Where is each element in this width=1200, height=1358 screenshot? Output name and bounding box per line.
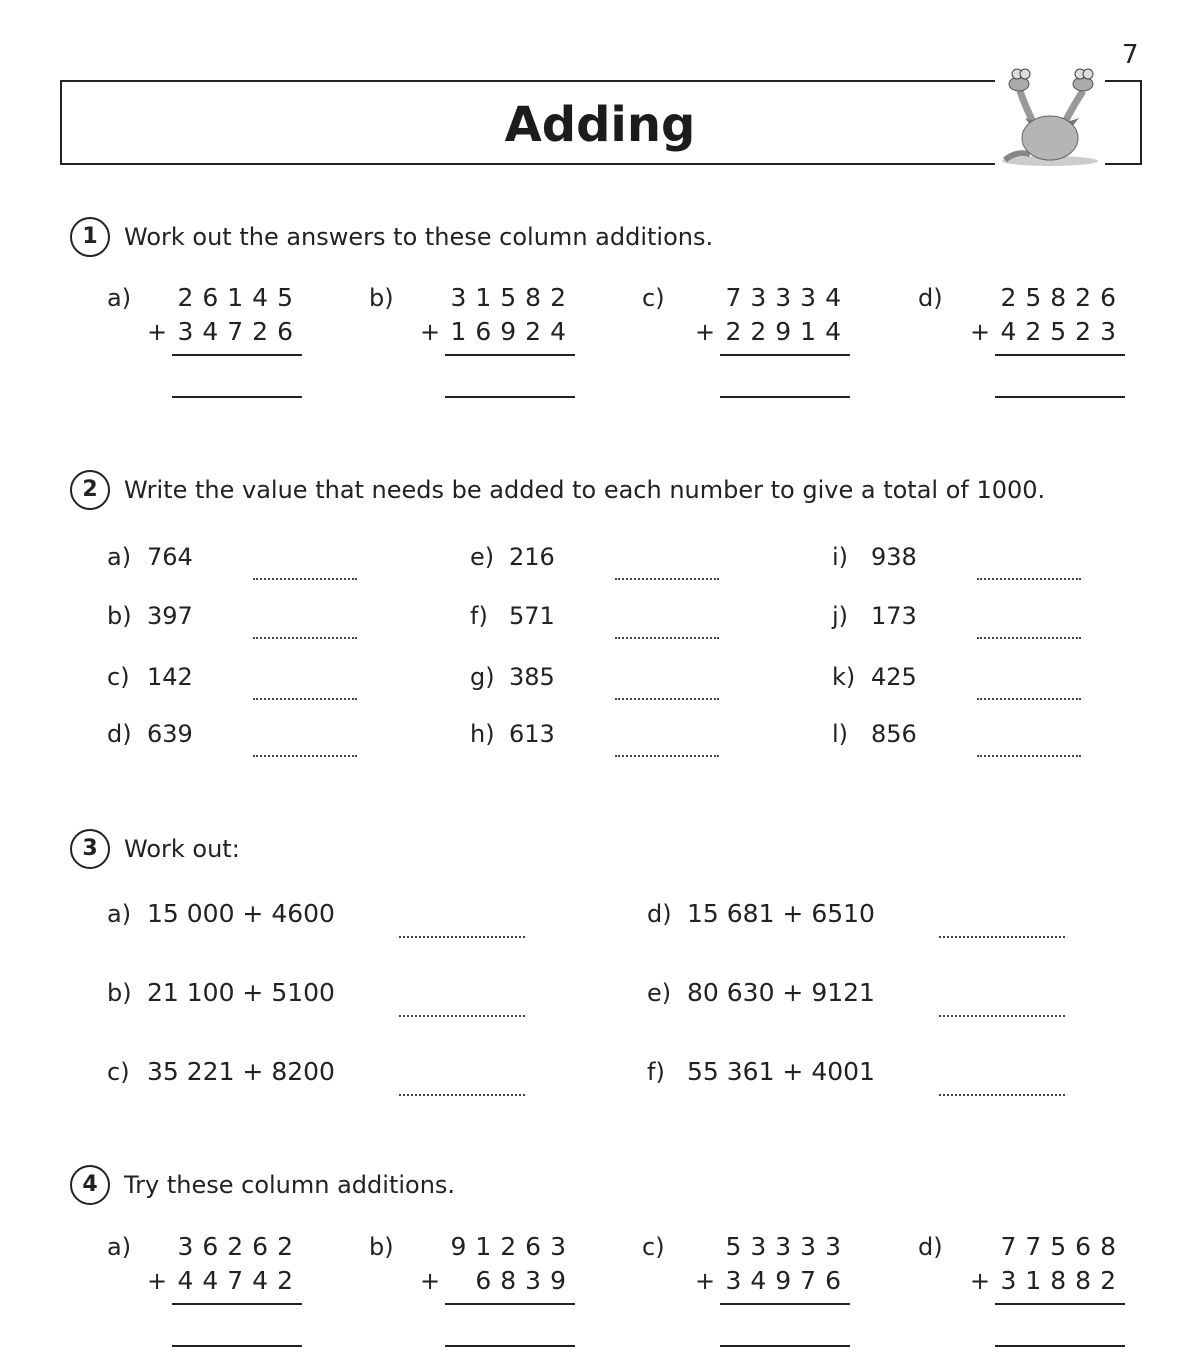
addend-bottom: 16924 [450, 317, 575, 346]
answer-dotted-line[interactable] [615, 637, 719, 639]
item-label: b) [107, 602, 132, 630]
item-number: 639 [147, 720, 193, 748]
question-instruction: Try these column additions. [124, 1171, 456, 1199]
addend-top: 91263 [450, 1232, 575, 1261]
item-expression: 15 000 + 4600 [147, 899, 335, 928]
answer-dotted-line[interactable] [399, 1015, 525, 1017]
item-number: 938 [871, 543, 917, 571]
answer-line[interactable] [720, 1345, 850, 1347]
item-label: a) [107, 284, 132, 312]
question-instruction: Work out the answers to these column additions. [124, 223, 714, 251]
item-expression: 55 361 + 4001 [687, 1057, 875, 1086]
answer-line[interactable] [445, 396, 575, 398]
answer-dotted-line[interactable] [939, 936, 1065, 938]
question-number-badge: 1 [70, 217, 110, 257]
item-number: 397 [147, 602, 193, 630]
addend-top: 26145 [177, 283, 302, 312]
addend-bottom: 44742 [177, 1266, 302, 1295]
item-label: c) [107, 1058, 130, 1086]
addend-top: 36262 [177, 1232, 302, 1261]
item-expression: 21 100 + 5100 [147, 978, 335, 1007]
item-label: j) [832, 602, 849, 630]
addend-top: 31582 [450, 283, 575, 312]
answer-line[interactable] [172, 1345, 302, 1347]
addend-top: 53333 [725, 1232, 850, 1261]
sum-line [720, 354, 850, 356]
item-number: 216 [509, 543, 555, 571]
answer-dotted-line[interactable] [253, 698, 357, 700]
addend-top: 73334 [725, 283, 850, 312]
item-label: d) [918, 284, 943, 312]
plus-sign: + [147, 318, 168, 346]
item-label: a) [107, 900, 132, 928]
item-label: d) [918, 1233, 943, 1261]
item-label: g) [470, 663, 495, 691]
item-label: a) [107, 1233, 132, 1261]
item-label: h) [470, 720, 495, 748]
question-instruction: Work out: [124, 835, 240, 863]
answer-dotted-line[interactable] [615, 698, 719, 700]
item-label: c) [642, 284, 665, 312]
item-expression: 35 221 + 8200 [147, 1057, 335, 1086]
addend-bottom: 42523 [1000, 317, 1125, 346]
item-number: 142 [147, 663, 193, 691]
answer-dotted-line[interactable] [977, 755, 1081, 757]
item-expression: 80 630 + 9121 [687, 978, 875, 1007]
item-number: 613 [509, 720, 555, 748]
item-number: 764 [147, 543, 193, 571]
addend-bottom: 34976 [725, 1266, 850, 1295]
sum-line [172, 1303, 302, 1305]
plus-sign: + [695, 1267, 716, 1295]
item-label: d) [647, 900, 672, 928]
item-label: f) [470, 602, 488, 630]
sum-line [995, 354, 1125, 356]
item-label: f) [647, 1058, 665, 1086]
item-label: c) [642, 1233, 665, 1261]
answer-dotted-line[interactable] [253, 637, 357, 639]
sum-line [445, 1303, 575, 1305]
plus-sign: + [695, 318, 716, 346]
answer-dotted-line[interactable] [977, 578, 1081, 580]
item-label: l) [832, 720, 849, 748]
item-label: e) [647, 979, 672, 1007]
sum-line [720, 1303, 850, 1305]
item-label: e) [470, 543, 495, 571]
addend-top: 77568 [1000, 1232, 1125, 1261]
item-label: c) [107, 663, 130, 691]
addend-bottom: 31882 [1000, 1266, 1125, 1295]
question-number-badge: 4 [70, 1165, 110, 1205]
item-number: 385 [509, 663, 555, 691]
answer-dotted-line[interactable] [615, 755, 719, 757]
plus-sign: + [420, 1267, 441, 1295]
sum-line [995, 1303, 1125, 1305]
item-expression: 15 681 + 6510 [687, 899, 875, 928]
answer-line[interactable] [995, 1345, 1125, 1347]
dragon-mascot-icon [995, 56, 1105, 168]
question-instruction: Write the value that needs be added to each number to give a total of 1000. [124, 476, 1046, 504]
item-label: b) [369, 284, 394, 312]
sum-line [445, 354, 575, 356]
answer-line[interactable] [445, 1345, 575, 1347]
page-number: 7 [1122, 40, 1139, 70]
question-number-badge: 2 [70, 470, 110, 510]
answer-dotted-line[interactable] [939, 1094, 1065, 1096]
plus-sign: + [147, 1267, 168, 1295]
addend-bottom: 34726 [177, 317, 302, 346]
item-number: 425 [871, 663, 917, 691]
item-number: 856 [871, 720, 917, 748]
answer-dotted-line[interactable] [399, 936, 525, 938]
item-number: 571 [509, 602, 555, 630]
answer-dotted-line[interactable] [399, 1094, 525, 1096]
answer-line[interactable] [720, 396, 850, 398]
sum-line [172, 354, 302, 356]
plus-sign: + [970, 318, 991, 346]
answer-dotted-line[interactable] [253, 755, 357, 757]
answer-dotted-line[interactable] [253, 578, 357, 580]
item-label: b) [107, 979, 132, 1007]
answer-dotted-line[interactable] [977, 637, 1081, 639]
page-title: Adding [504, 97, 696, 153]
answer-dotted-line[interactable] [977, 698, 1081, 700]
plus-sign: + [420, 318, 441, 346]
addend-top: 25826 [1000, 283, 1125, 312]
answer-dotted-line[interactable] [615, 578, 719, 580]
item-label: b) [369, 1233, 394, 1261]
addend-bottom: 22914 [725, 317, 850, 346]
item-label: k) [832, 663, 856, 691]
question-number-badge: 3 [70, 829, 110, 869]
addend-bottom: 6839 [475, 1266, 575, 1295]
answer-line[interactable] [995, 396, 1125, 398]
item-label: i) [832, 543, 849, 571]
plus-sign: + [970, 1267, 991, 1295]
item-label: d) [107, 720, 132, 748]
item-label: a) [107, 543, 132, 571]
item-number: 173 [871, 602, 917, 630]
answer-line[interactable] [172, 396, 302, 398]
answer-dotted-line[interactable] [939, 1015, 1065, 1017]
